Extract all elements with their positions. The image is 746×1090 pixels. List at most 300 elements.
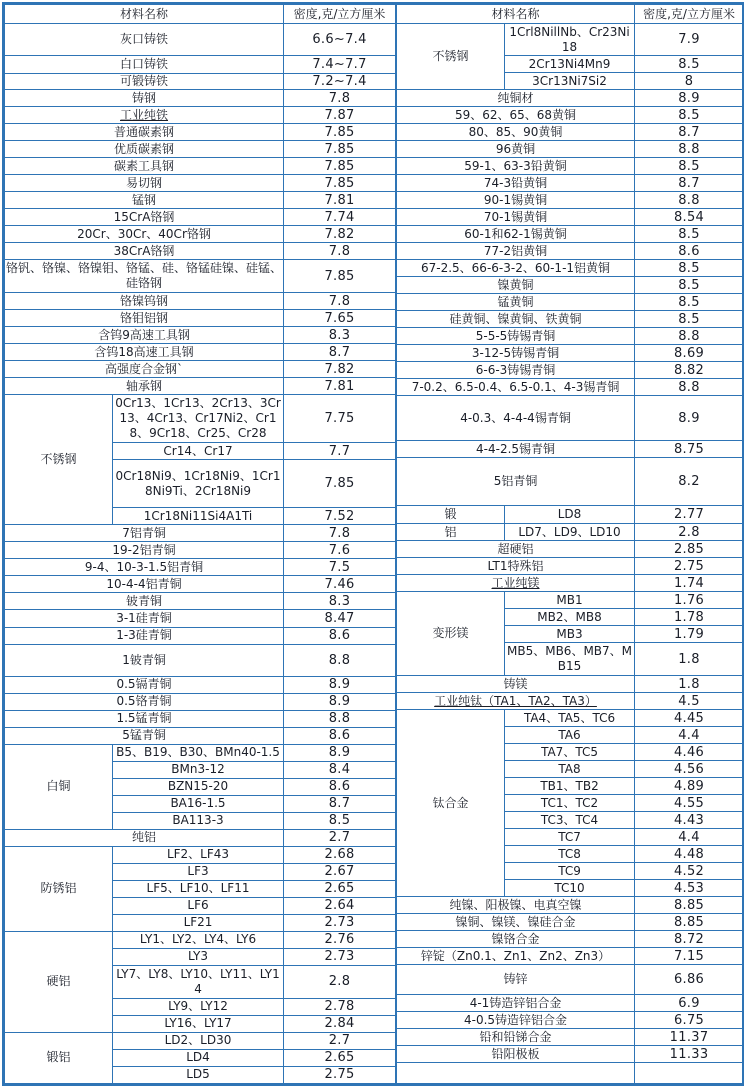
material-name-cell: TB1、TB2 bbox=[505, 778, 635, 795]
density-cell: 7.46 bbox=[284, 576, 396, 593]
density-cell: 8.9 bbox=[284, 676, 396, 693]
material-name-cell: 4-0.5铸造锌铝合金 bbox=[397, 1012, 635, 1029]
table-row bbox=[397, 107, 744, 124]
density-cell: 6.86 bbox=[635, 965, 744, 995]
density-cell: 8.6 bbox=[284, 778, 396, 795]
density-cell: 8.5 bbox=[635, 311, 744, 328]
material-name-cell: 7铝青铜 bbox=[5, 525, 284, 542]
density-cell: 8.82 bbox=[635, 362, 744, 379]
table-row bbox=[5, 226, 396, 243]
table-row bbox=[5, 293, 396, 310]
table-row bbox=[5, 931, 396, 948]
table-row bbox=[5, 310, 396, 327]
material-name-cell: LF2、LF43 bbox=[113, 846, 284, 863]
material-name-cell: 轴承钢 bbox=[5, 378, 284, 395]
material-name-cell: 1铍青铜 bbox=[5, 644, 284, 676]
density-cell: 7.52 bbox=[284, 508, 396, 525]
material-name-cell: 镍铜、镍镁、镍硅合金 bbox=[397, 914, 635, 931]
material-name-cell: TA8 bbox=[505, 761, 635, 778]
table-row bbox=[397, 328, 744, 345]
material-name-cell: 普通碳素钢 bbox=[5, 124, 284, 141]
material-name-cell: BA16-1.5 bbox=[113, 795, 284, 812]
density-cell: 7.4~7.7 bbox=[284, 56, 396, 74]
material-name-cell: TC8 bbox=[505, 846, 635, 863]
density-cell: 7.8 bbox=[284, 293, 396, 310]
material-name-cell: 铅和铅锑合金 bbox=[397, 1029, 635, 1046]
density-cell: 7.85 bbox=[284, 158, 396, 175]
density-cell: 8.9 bbox=[635, 396, 744, 441]
material-name-cell: 20Cr、30Cr、40Cr铬钢 bbox=[5, 226, 284, 243]
table-row bbox=[397, 1063, 744, 1084]
left-table bbox=[4, 4, 396, 1084]
material-name-cell: 纯铝 bbox=[5, 829, 284, 846]
table-row bbox=[397, 914, 744, 931]
table-row bbox=[397, 575, 744, 592]
table-row bbox=[397, 141, 744, 158]
material-name-cell: BZN15-20 bbox=[113, 778, 284, 795]
density-cell: 2.64 bbox=[284, 897, 396, 914]
density-cell: 11.33 bbox=[635, 1046, 744, 1063]
density-cell: 4.5 bbox=[635, 693, 744, 710]
table-row bbox=[397, 277, 744, 294]
density-cell: 8.85 bbox=[635, 897, 744, 914]
material-name-cell: TA4、TA5、TC6 bbox=[505, 710, 635, 727]
material-name-cell: 38CrA铬钢 bbox=[5, 243, 284, 260]
table-row bbox=[5, 593, 396, 610]
table-row bbox=[5, 209, 396, 226]
table-row bbox=[397, 710, 744, 727]
table-row bbox=[397, 693, 744, 710]
material-name-cell: LT1特殊铝 bbox=[397, 558, 635, 575]
material-name-cell: 90-1锡黄铜 bbox=[397, 192, 635, 209]
density-cell: 2.7 bbox=[284, 1032, 396, 1049]
density-cell: 2.75 bbox=[284, 1066, 396, 1083]
density-cell: 7.8 bbox=[284, 90, 396, 107]
density-cell: 4.45 bbox=[635, 710, 744, 727]
table-row bbox=[397, 192, 744, 209]
material-name-cell: Cr14、Cr17 bbox=[113, 443, 284, 460]
material-name-cell: TC7 bbox=[505, 829, 635, 846]
density-cell: 7.6 bbox=[284, 542, 396, 559]
material-name-cell: 纯镍、阳极镍、电真空镍 bbox=[397, 897, 635, 914]
material-name-cell: 6-6-3铸锡青铜 bbox=[397, 362, 635, 379]
table-row bbox=[5, 141, 396, 158]
material-name-cell: B5、B19、B30、BMn40-1.5 bbox=[113, 744, 284, 761]
table-row bbox=[5, 90, 396, 107]
material-name-cell: LY1、LY2、LY4、LY6 bbox=[113, 931, 284, 948]
right-table bbox=[396, 4, 744, 1084]
density-cell: 8.7 bbox=[284, 344, 396, 361]
material-name-cell: 纯铜材 bbox=[397, 90, 635, 107]
table-row bbox=[397, 226, 744, 243]
material-name-cell: 59-1、63-3铅黄铜 bbox=[397, 158, 635, 175]
table-row bbox=[397, 209, 744, 226]
material-name-cell: 含钨18高速工具钢 bbox=[5, 344, 284, 361]
header-row bbox=[5, 5, 396, 24]
density-cell: 7.7 bbox=[284, 443, 396, 460]
density-cell: 8.8 bbox=[635, 141, 744, 158]
group-cell: 锻 bbox=[397, 506, 505, 524]
material-name-cell: LY9、LY12 bbox=[113, 998, 284, 1015]
group-cell: 变形镁 bbox=[397, 592, 505, 676]
density-header: 密度,克/立方厘米 bbox=[284, 5, 396, 24]
material-name-cell: 铸镁 bbox=[397, 676, 635, 693]
density-cell: 8.8 bbox=[284, 710, 396, 727]
density-cell: 2.65 bbox=[284, 1049, 396, 1066]
material-name-cell: BA113-3 bbox=[113, 812, 284, 829]
density-cell: 4.48 bbox=[635, 846, 744, 863]
material-name-cell: 工业纯钛（TA1、TA2、TA3） bbox=[397, 693, 635, 710]
table-row bbox=[397, 124, 744, 141]
group-cell: 不锈钢 bbox=[397, 24, 505, 90]
group-cell: 硬铝 bbox=[5, 931, 113, 1032]
density-cell: 1.78 bbox=[635, 609, 744, 626]
material-name-cell: 可锻铸铁 bbox=[5, 74, 284, 90]
material-name-cell: 镍铬合金 bbox=[397, 931, 635, 948]
table-row bbox=[397, 396, 744, 441]
material-name-cell: 白口铸铁 bbox=[5, 56, 284, 74]
density-cell: 8.5 bbox=[635, 107, 744, 124]
table-row bbox=[397, 90, 744, 107]
density-cell: 1.74 bbox=[635, 575, 744, 592]
material-name-cell: 1Crl8NillNb、Cr23Ni18 bbox=[505, 24, 635, 56]
table-row bbox=[5, 175, 396, 192]
density-cell: 8.9 bbox=[284, 693, 396, 710]
table-row bbox=[397, 558, 744, 575]
material-name-cell: 锌锭（Zn0.1、Zn1、Zn2、Zn3） bbox=[397, 948, 635, 965]
density-cell: 8.5 bbox=[635, 277, 744, 294]
density-cell: 7.85 bbox=[284, 124, 396, 141]
table-row bbox=[397, 506, 744, 524]
density-cell: 1.76 bbox=[635, 592, 744, 609]
table-row bbox=[397, 175, 744, 192]
group-cell: 白铜 bbox=[5, 744, 113, 829]
table-row bbox=[397, 243, 744, 260]
material-name-cell: 易切钢 bbox=[5, 175, 284, 192]
table-row bbox=[5, 693, 396, 710]
table-row bbox=[5, 744, 396, 761]
density-cell: 4.46 bbox=[635, 744, 744, 761]
material-name-cell: 4-1铸造锌铝合金 bbox=[397, 995, 635, 1012]
density-cell: 7.2~7.4 bbox=[284, 74, 396, 90]
material-name-cell: TA6 bbox=[505, 727, 635, 744]
material-name-cell: 铬钼铝钢 bbox=[5, 310, 284, 327]
material-name-cell: MB1 bbox=[505, 592, 635, 609]
density-cell: 8.5 bbox=[635, 158, 744, 175]
density-cell: 8.6 bbox=[635, 243, 744, 260]
material-name-cell: 60-1和62-1锡黄铜 bbox=[397, 226, 635, 243]
material-name-cell: 铸锌 bbox=[397, 965, 635, 995]
material-name-cell: 1-3硅青铜 bbox=[5, 627, 284, 644]
density-cell: 2.78 bbox=[284, 998, 396, 1015]
density-cell: 2.73 bbox=[284, 914, 396, 931]
material-name-cell: 硅黄铜、镍黄铜、铁黄铜 bbox=[397, 311, 635, 328]
density-cell: 7.85 bbox=[284, 460, 396, 508]
table-row bbox=[397, 948, 744, 965]
material-name-cell: 15CrA铬钢 bbox=[5, 209, 284, 226]
table-row bbox=[397, 897, 744, 914]
material-name-cell: 2Cr13Ni4Mn9 bbox=[505, 56, 635, 73]
density-cell: 8.9 bbox=[635, 90, 744, 107]
material-name-cell: 5锰青铜 bbox=[5, 727, 284, 744]
density-cell: 1.8 bbox=[635, 676, 744, 693]
table-row bbox=[5, 846, 396, 863]
density-cell: 8.75 bbox=[635, 441, 744, 458]
table-row bbox=[5, 710, 396, 727]
density-cell: 8.8 bbox=[635, 328, 744, 345]
density-cell: 7.8 bbox=[284, 243, 396, 260]
density-cell: 7.82 bbox=[284, 361, 396, 378]
table-row bbox=[5, 378, 396, 395]
material-name-cell: LY3 bbox=[113, 948, 284, 965]
material-name-cell: 0.5铬青铜 bbox=[5, 693, 284, 710]
material-name-cell: 4-0.3、4-4-4锡青铜 bbox=[397, 396, 635, 441]
density-cell: 2.67 bbox=[284, 863, 396, 880]
table-row bbox=[397, 260, 744, 277]
density-cell: 2.77 bbox=[635, 506, 744, 524]
density-cell: 7.5 bbox=[284, 559, 396, 576]
material-name-cell: MB3 bbox=[505, 626, 635, 643]
table-row bbox=[397, 965, 744, 995]
group-cell: 铝 bbox=[397, 524, 505, 541]
density-cell: 8.4 bbox=[284, 761, 396, 778]
header-row bbox=[397, 5, 744, 24]
density-cell: 2.84 bbox=[284, 1015, 396, 1032]
density-cell: 7.81 bbox=[284, 192, 396, 209]
table-row bbox=[397, 294, 744, 311]
material-name-cell: 工业纯镁 bbox=[397, 575, 635, 592]
material-name-cell: LD5 bbox=[113, 1066, 284, 1083]
material-name-cell: 铬钒、铬镍、铬镍钼、铬锰、硅、铬锰硅镍、硅锰、硅铬钢 bbox=[5, 260, 284, 293]
table-row bbox=[5, 361, 396, 378]
density-cell: 4.52 bbox=[635, 863, 744, 880]
density-cell: 8.8 bbox=[284, 644, 396, 676]
group-cell: 防锈铝 bbox=[5, 846, 113, 931]
table-row bbox=[397, 24, 744, 56]
density-cell: 8 bbox=[635, 73, 744, 90]
table-row bbox=[397, 676, 744, 693]
table-row bbox=[5, 610, 396, 627]
table-row bbox=[5, 24, 396, 56]
group-cell: 锻铝 bbox=[5, 1032, 113, 1083]
density-cell: 7.8 bbox=[284, 525, 396, 542]
density-cell: 8.5 bbox=[635, 294, 744, 311]
table-row bbox=[5, 243, 396, 260]
material-name-cell: 0Cr18Ni9、1Cr18Ni9、1Cr18Ni9Ti、2Cr18Ni9 bbox=[113, 460, 284, 508]
material-name-cell: 7-0.2、6.5-0.4、6.5-0.1、4-3锡青铜 bbox=[397, 379, 635, 396]
density-cell: 2.75 bbox=[635, 558, 744, 575]
table-row bbox=[5, 727, 396, 744]
table-row bbox=[5, 627, 396, 644]
density-cell: 1.8 bbox=[635, 643, 744, 676]
table-row bbox=[397, 441, 744, 458]
table-row bbox=[5, 644, 396, 676]
material-name-cell: 高强度合金钢` bbox=[5, 361, 284, 378]
material-name-cell: BMn3-12 bbox=[113, 761, 284, 778]
material-name-cell: 铸钢 bbox=[5, 90, 284, 107]
density-cell: 6.6~7.4 bbox=[284, 24, 396, 56]
density-cell: 7.82 bbox=[284, 226, 396, 243]
density-cell: 2.76 bbox=[284, 931, 396, 948]
group-cell: 不锈钢 bbox=[5, 395, 113, 525]
material-name-cell: 含钨9高速工具钢 bbox=[5, 327, 284, 344]
material-name-cell: 1.5锰青铜 bbox=[5, 710, 284, 727]
material-name-cell: LD2、LD30 bbox=[113, 1032, 284, 1049]
density-cell: 8.47 bbox=[284, 610, 396, 627]
table-row bbox=[5, 542, 396, 559]
table-row bbox=[5, 525, 396, 542]
material-name-cell: LF21 bbox=[113, 914, 284, 931]
density-cell: 8.3 bbox=[284, 593, 396, 610]
density-cell: 4.55 bbox=[635, 795, 744, 812]
group-cell: 钛合金 bbox=[397, 710, 505, 897]
table-row bbox=[397, 995, 744, 1012]
material-name-cell: 0.5镉青铜 bbox=[5, 676, 284, 693]
material-name-cell: 工业纯铁 bbox=[5, 107, 284, 124]
density-cell: 7.9 bbox=[635, 24, 744, 56]
material-name-cell: 5-5-5铸锡青铜 bbox=[397, 328, 635, 345]
material-name-cell: LY16、LY17 bbox=[113, 1015, 284, 1032]
density-cell: 4.4 bbox=[635, 829, 744, 846]
density-cell: 11.37 bbox=[635, 1029, 744, 1046]
density-cell: 8.6 bbox=[284, 727, 396, 744]
material-name-cell: 70-1锡黄铜 bbox=[397, 209, 635, 226]
material-name-cell: MB5、MB6、MB7、MB15 bbox=[505, 643, 635, 676]
table-row bbox=[5, 192, 396, 209]
material-name-cell: 0Cr13、1Cr13、2Cr13、3Cr13、4Cr13、Cr17Ni2、Cr18、9Cr18、Cr25、Cr28 bbox=[113, 395, 284, 443]
material-name-cell: 10-4-4铝青铜 bbox=[5, 576, 284, 593]
table-row bbox=[397, 1012, 744, 1029]
density-cell: 7.85 bbox=[284, 141, 396, 158]
material-name-cell: 碳素工具钢 bbox=[5, 158, 284, 175]
density-cell: 2.85 bbox=[635, 541, 744, 558]
material-name-cell: 59、62、65、68黄铜 bbox=[397, 107, 635, 124]
density-cell: 2.8 bbox=[635, 524, 744, 541]
table-row bbox=[397, 541, 744, 558]
density-cell: 6.9 bbox=[635, 995, 744, 1012]
density-cell: 2.65 bbox=[284, 880, 396, 897]
table-row bbox=[397, 311, 744, 328]
material-name-cell: MB2、MB8 bbox=[505, 609, 635, 626]
table-row bbox=[397, 931, 744, 948]
material-name-cell: 67-2.5、66-6-3-2、60-1-1铝黄铜 bbox=[397, 260, 635, 277]
material-name-cell: 锰黄铜 bbox=[397, 294, 635, 311]
density-cell: 8.5 bbox=[635, 260, 744, 277]
density-cell: 8.5 bbox=[635, 56, 744, 73]
material-name-header: 材料名称 bbox=[5, 5, 284, 24]
table-row bbox=[397, 158, 744, 175]
materials-density-table bbox=[2, 2, 744, 1086]
material-name-cell: 5铝青铜 bbox=[397, 458, 635, 506]
density-cell: 8.3 bbox=[284, 327, 396, 344]
material-name-cell: TA7、TC5 bbox=[505, 744, 635, 761]
table-row bbox=[397, 379, 744, 396]
material-name-cell: 1Cr18Ni11Si4A1Ti bbox=[113, 508, 284, 525]
material-name-header: 材料名称 bbox=[397, 5, 635, 24]
material-name-cell: 3-1硅青铜 bbox=[5, 610, 284, 627]
table-row bbox=[397, 1046, 744, 1063]
density-cell: 7.65 bbox=[284, 310, 396, 327]
density-cell: 8.72 bbox=[635, 931, 744, 948]
material-name-cell: LF6 bbox=[113, 897, 284, 914]
density-cell: 8.9 bbox=[284, 744, 396, 761]
table-row bbox=[5, 829, 396, 846]
table-row bbox=[397, 592, 744, 609]
table-row bbox=[5, 344, 396, 361]
density-cell: 8.7 bbox=[284, 795, 396, 812]
density-cell: 8.5 bbox=[635, 226, 744, 243]
material-name-cell: 3Cr13Ni7Si2 bbox=[505, 73, 635, 90]
table-row bbox=[5, 107, 396, 124]
density-cell: 2.73 bbox=[284, 948, 396, 965]
material-name-cell: 96黄铜 bbox=[397, 141, 635, 158]
material-name-cell: TC9 bbox=[505, 863, 635, 880]
density-cell: 4.4 bbox=[635, 727, 744, 744]
material-name-cell bbox=[397, 1063, 635, 1084]
material-name-cell: 4-4-2.5锡青铜 bbox=[397, 441, 635, 458]
table-row bbox=[397, 524, 744, 541]
material-name-cell: 铬镍钨钢 bbox=[5, 293, 284, 310]
density-cell: 4.43 bbox=[635, 812, 744, 829]
table-row bbox=[5, 158, 396, 175]
table-row bbox=[5, 1032, 396, 1049]
table-row bbox=[5, 56, 396, 74]
density-cell: 8.6 bbox=[284, 627, 396, 644]
material-name-cell: 3-12-5铸锡青铜 bbox=[397, 345, 635, 362]
material-name-cell: 锰钢 bbox=[5, 192, 284, 209]
material-name-cell: 灰口铸铁 bbox=[5, 24, 284, 56]
material-name-cell: LD4 bbox=[113, 1049, 284, 1066]
table-row bbox=[5, 74, 396, 90]
density-cell: 1.79 bbox=[635, 626, 744, 643]
table-row bbox=[397, 362, 744, 379]
density-cell: 2.7 bbox=[284, 829, 396, 846]
table-row bbox=[5, 676, 396, 693]
material-name-cell: 铅阳极板 bbox=[397, 1046, 635, 1063]
density-cell: 2.68 bbox=[284, 846, 396, 863]
density-cell: 7.15 bbox=[635, 948, 744, 965]
material-name-cell: LD8 bbox=[505, 506, 635, 524]
density-cell: 7.85 bbox=[284, 260, 396, 293]
table-row bbox=[5, 559, 396, 576]
density-cell: 7.74 bbox=[284, 209, 396, 226]
density-cell: 8.7 bbox=[635, 175, 744, 192]
material-name-cell: 74-3铅黄铜 bbox=[397, 175, 635, 192]
material-name-cell: 19-2铝青铜 bbox=[5, 542, 284, 559]
density-cell: 7.85 bbox=[284, 175, 396, 192]
density-cell bbox=[635, 1063, 744, 1084]
material-name-cell: LD7、LD9、LD10 bbox=[505, 524, 635, 541]
table-row bbox=[5, 327, 396, 344]
density-cell: 8.54 bbox=[635, 209, 744, 226]
material-name-cell: TC1、TC2 bbox=[505, 795, 635, 812]
table-row bbox=[397, 345, 744, 362]
density-cell: 2.8 bbox=[284, 965, 396, 998]
density-cell: 8.2 bbox=[635, 458, 744, 506]
table-row bbox=[397, 1029, 744, 1046]
material-name-cell: 优质碳素钢 bbox=[5, 141, 284, 158]
density-cell: 4.56 bbox=[635, 761, 744, 778]
material-name-cell: 77-2铝黄铜 bbox=[397, 243, 635, 260]
material-name-cell: 铍青铜 bbox=[5, 593, 284, 610]
table-row bbox=[5, 395, 396, 443]
density-cell: 7.81 bbox=[284, 378, 396, 395]
density-cell: 8.7 bbox=[635, 124, 744, 141]
table-row bbox=[5, 124, 396, 141]
density-cell: 7.75 bbox=[284, 395, 396, 443]
density-header: 密度,克/立方厘米 bbox=[635, 5, 744, 24]
table-row bbox=[5, 260, 396, 293]
